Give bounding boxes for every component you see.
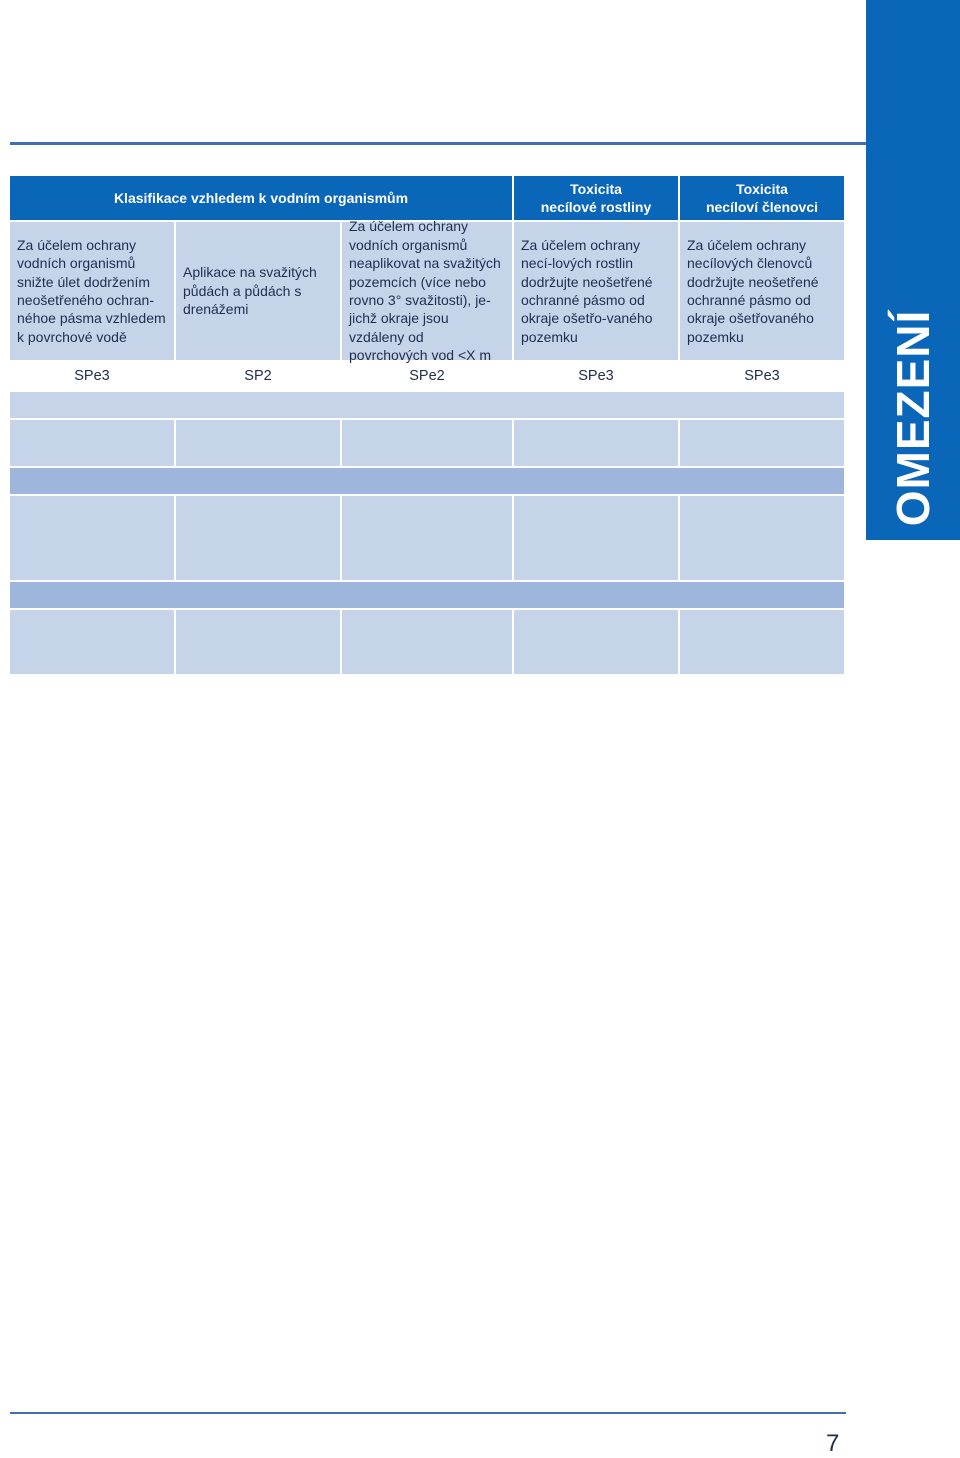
empty-cell	[10, 610, 174, 674]
page-number: 7	[826, 1430, 840, 1457]
header-classification	[10, 176, 512, 220]
header-nontarget-arthropods	[680, 176, 844, 220]
empty-cell	[342, 610, 512, 674]
header-arthropods-line2: necíloví členovci	[705, 199, 819, 215]
bottom-rule	[10, 1412, 846, 1414]
phrase-text-4: Za účelem ochrany necí-lových rostlin dodržujte neošetřené ochranné pásmo od okraje ošetřo-vaného pozemku	[521, 236, 653, 345]
code-cell-2	[176, 362, 340, 390]
code-text-2: SP2	[244, 367, 272, 384]
empty-cell	[10, 496, 174, 580]
empty-cell	[176, 496, 340, 580]
empty-cell	[342, 420, 512, 466]
section-tab-label: OMEZENÍ	[887, 309, 939, 527]
phrase-cell-4	[514, 222, 678, 360]
empty-cell	[10, 420, 174, 466]
empty-cell	[680, 496, 844, 580]
code-cell-3	[342, 362, 512, 390]
empty-cell	[680, 420, 844, 466]
header-nontarget-plants	[514, 176, 678, 220]
header-arthropods-line1: Toxicita	[736, 180, 788, 197]
section-band-2	[10, 582, 844, 608]
empty-cell	[514, 496, 678, 580]
code-text-4: SPe3	[578, 367, 614, 384]
phrase-cell-1	[10, 222, 174, 360]
phrase-text-1: Za účelem ochrany vodních organismů snižte úlet dodržením neošetřeného ochran-néhoe pásma vzhledem k povrchové vodě	[17, 236, 166, 345]
empty-cell	[342, 496, 512, 580]
empty-cell	[514, 610, 678, 674]
code-cell-1	[10, 362, 174, 390]
top-rule	[10, 142, 866, 145]
code-cell-4	[514, 362, 678, 390]
section-band-1	[10, 468, 844, 494]
empty-row-full-1	[10, 392, 844, 418]
code-text-5: SPe3	[744, 367, 780, 384]
phrase-text-2: Aplikace na svažitých půdách a půdách s drenážemi	[183, 264, 317, 318]
code-text-1: SPe3	[74, 367, 110, 384]
header-plants-line1: Toxicita	[570, 180, 622, 197]
phrase-text-3: Za účelem ochrany vodních organismů neaplikovat na svažitých pozemcích (více nebo rovno 3° svažitosti), je-jichž okraje jsou vzdáleny od povrchových vod <X m	[349, 218, 501, 364]
phrase-cell-3	[342, 218, 512, 364]
phrase-cell-5	[680, 222, 844, 360]
code-cell-5	[680, 362, 844, 390]
phrase-text-5: Za účelem ochrany necílových členovců dodržujte neošetřené ochranné pásmo od okraje ošetřovaného pozemku	[687, 236, 819, 345]
empty-cell	[176, 610, 340, 674]
header-classification-text: Klasifikace vzhledem k vodním organismům	[113, 189, 409, 206]
header-plants-line2: necílové rostliny	[540, 199, 652, 215]
phrase-cell-2	[176, 222, 340, 360]
empty-cell	[680, 610, 844, 674]
empty-cell	[176, 420, 340, 466]
code-text-3: SPe2	[409, 367, 445, 384]
empty-cell	[514, 420, 678, 466]
